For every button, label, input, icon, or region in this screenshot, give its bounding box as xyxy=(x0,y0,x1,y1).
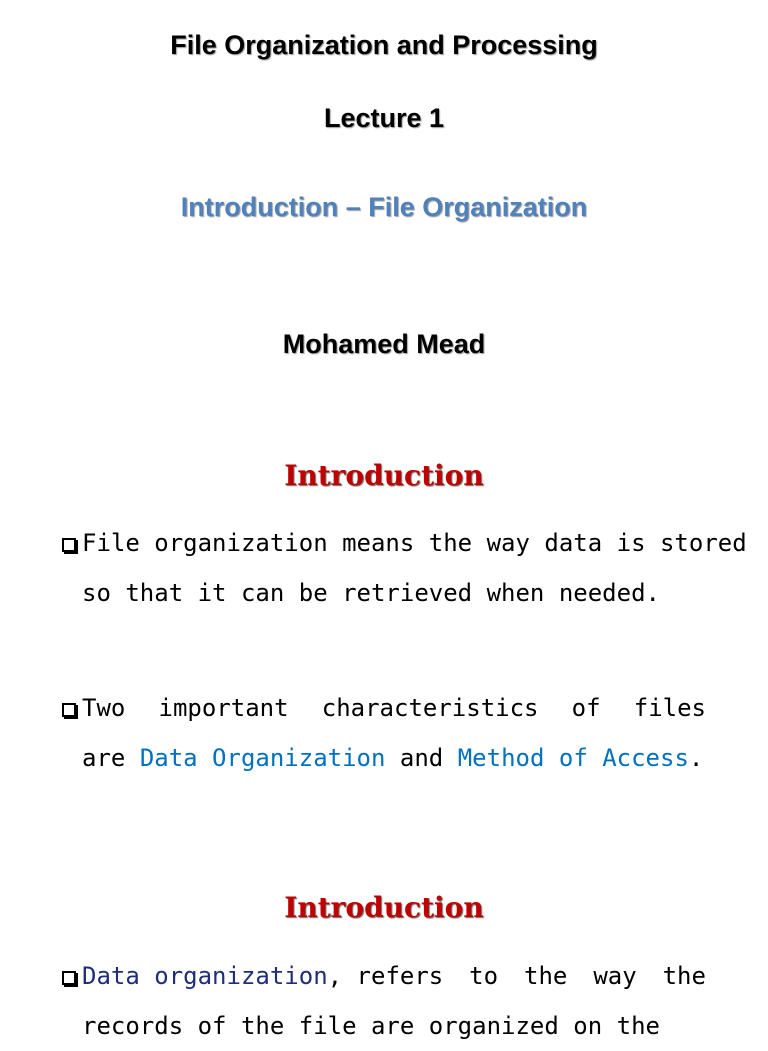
paragraph-line: records of the file are organized on the xyxy=(82,1012,660,1040)
term-data-organization: Data organization xyxy=(82,962,328,990)
bullet-paragraph xyxy=(62,951,706,1051)
checkbox-bullet-icon xyxy=(62,971,76,985)
document-title: File Organization and Processing xyxy=(170,30,598,60)
bullet-paragraph xyxy=(62,683,706,783)
section-heading: Introduction xyxy=(284,891,484,924)
section-heading: Introduction xyxy=(284,459,484,492)
author-name: Mohamed Mead xyxy=(282,329,486,359)
checkbox-bullet-icon xyxy=(62,538,76,552)
paragraph-line: File organization means the way data is stored xyxy=(62,518,706,568)
paragraph-line: are Data Organization and Method of Access. xyxy=(82,744,704,772)
paragraph-line: Two important characteristics of files xyxy=(62,683,706,733)
term-data-organization: Data Organization xyxy=(139,744,386,772)
lecture-number: Lecture 1 xyxy=(323,103,445,133)
paragraph-line: Data organization, refers to the way the xyxy=(62,951,706,1001)
paragraph-line: so that it can be retrieved when needed. xyxy=(82,579,660,607)
lecture-subtitle: Introduction – File Organization xyxy=(180,192,588,222)
term-method-of-access: Method of Access xyxy=(457,744,689,772)
checkbox-bullet-icon xyxy=(62,703,76,717)
bullet-paragraph xyxy=(62,518,747,618)
